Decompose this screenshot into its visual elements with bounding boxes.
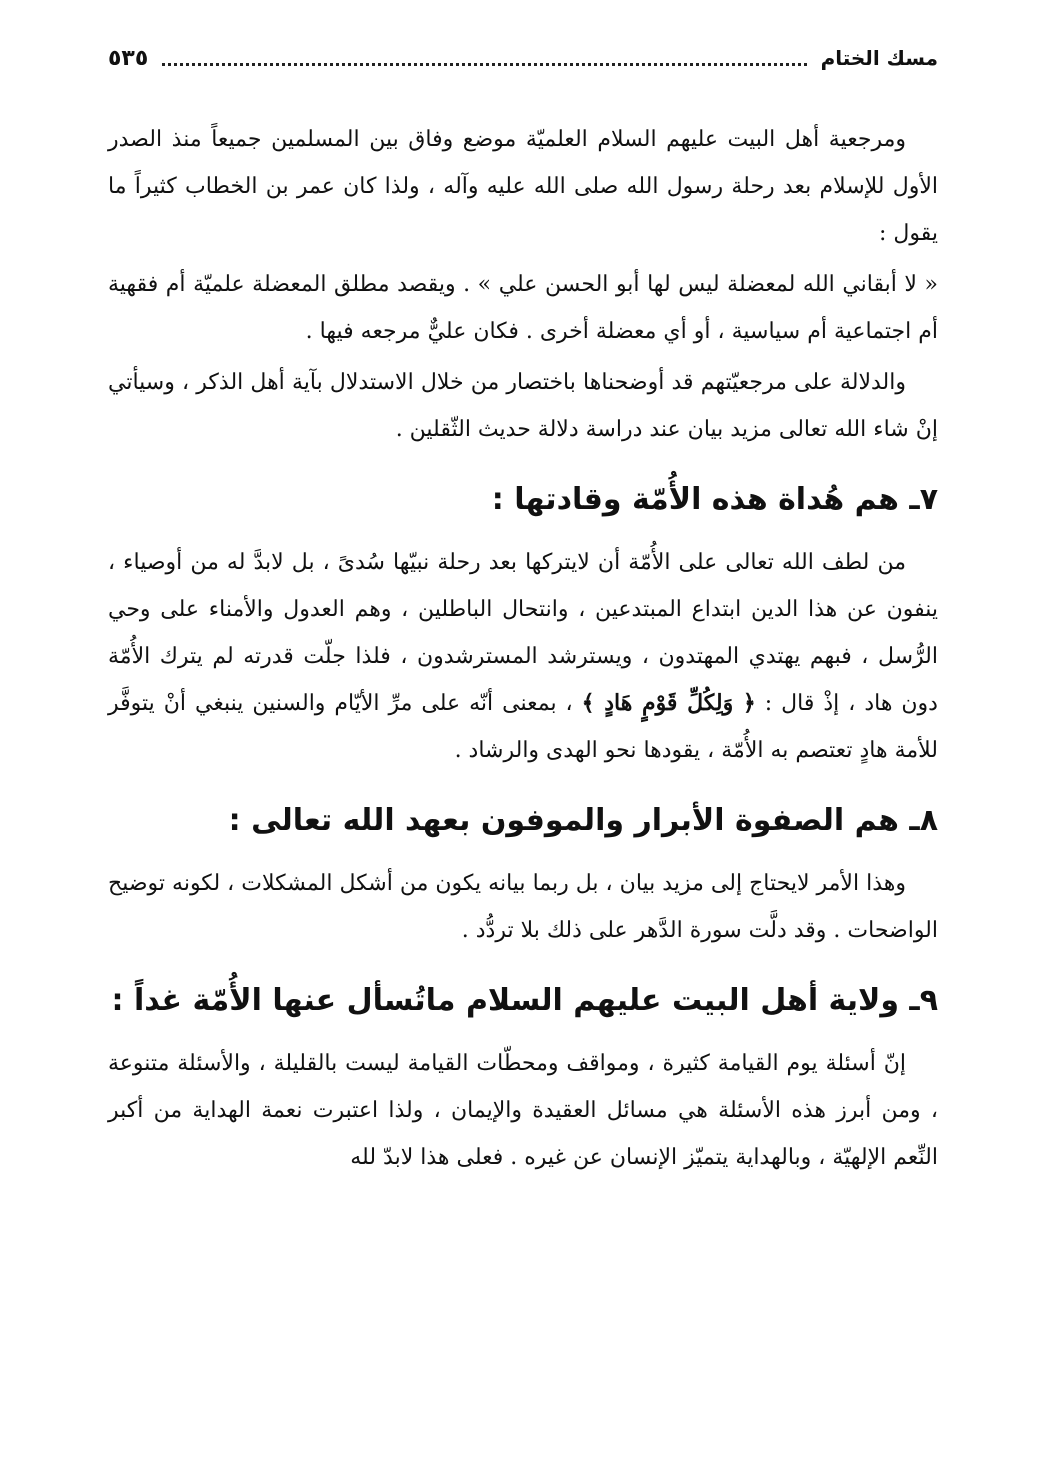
paragraph-4-text: من لطف الله تعالى على الأُمّة أن لايتركها بعد رحلة نبيّها سُدىً ، بل لابدَّ له من أوصياء ، ينفون عن هذا الدين ابتداع المبتدعين ، وانتحال الباطلين ، وهم العدول والأمناء على وحي الرُّسل ، فبهم يهتدي المهتدون ، ويسترشد المسترشدون ، فلذا جلّت قدرته لم يترك الأُمّة دون هاد ، إذْ قال :: [108, 550, 938, 716]
leader-dots: [162, 63, 806, 66]
paragraph-3: والدلالة على مرجعيّتهم قد أوضحناها باختصار من خلال الاستدلال بآية أهل الذكر ، وسيأتي إنْ شاء الله تعالى مزيد بيان عند دراسة دلالة حديث الثّقلين .: [108, 370, 938, 442]
heading-section-9: ٩ـ ولاية أهل البيت عليهم السلام ماتُسأل عنها الأُمّة غداً :: [111, 983, 938, 1018]
page-content: [108, 116, 938, 1181]
paragraph-6: إنّ أسئلة يوم القيامة كثيرة ، ومواقف ومحطّات القيامة ليست بالقليلة ، والأسئلة متنوعة ، ومن أبرز هذه الأسئلة هي مسائل العقيدة والإيمان ، ولذا اعتبرت نعمة الهداية من أكبر النِّعم الإلهيّة ، وبالهداية يتميّز الإنسان عن غيره . فعلى هذا لابدّ لله: [108, 1051, 938, 1170]
book-title: مسك الختام: [820, 46, 938, 70]
page: [108, 36, 938, 1185]
running-header: [108, 36, 938, 80]
quran-verse: ﴿ وَلِكُلِّ قَوْمٍ هَادٍ ﴾: [581, 690, 756, 716]
paragraph-2: « لا أبقاني الله لمعضلة ليس لها أبو الحسن علي » . ويقصد مطلق المعضلة علميّة أم فقهية أم اجتماعية أم سياسية ، أو أي معضلة أخرى . فكان عليٌّ مرجعه فيها .: [108, 272, 938, 344]
heading-section-7: ٧ـ هم هُداة هذه الأُمّة وقادتها :: [491, 482, 938, 517]
paragraph-1: ومرجعية أهل البيت عليهم السلام العلميّة موضع وفاق بين المسلمين جميعاً منذ الصدر الأول للإسلام بعد رحلة رسول الله صلى الله عليه وآله ، ولذا كان عمر بن الخطاب كثيراً ما يقول :: [108, 127, 938, 246]
page-number: ٥٣٥: [108, 45, 149, 71]
paragraph-5: وهذا الأمر لايحتاج إلى مزيد بيان ، بل ربما بيانه يكون من أشكل المشكلات ، لكونه توضيح الواضحات . وقد دلَّت سورة الدَّهر على ذلك بلا تردُّد .: [108, 871, 938, 943]
paragraph-4: [108, 539, 938, 774]
paragraph-4-continued: ، بمعنى أنّه على مرِّ الأيّام والسنين ينبغي أنْ يتوفَّر للأمة هادٍ تعتصم به الأُمّة ، يقودها نحو الهدى والرشاد .: [108, 691, 938, 763]
heading-section-8: ٨ـ هم الصفوة الأبرار والموفون بعهد الله تعالى :: [228, 803, 938, 838]
